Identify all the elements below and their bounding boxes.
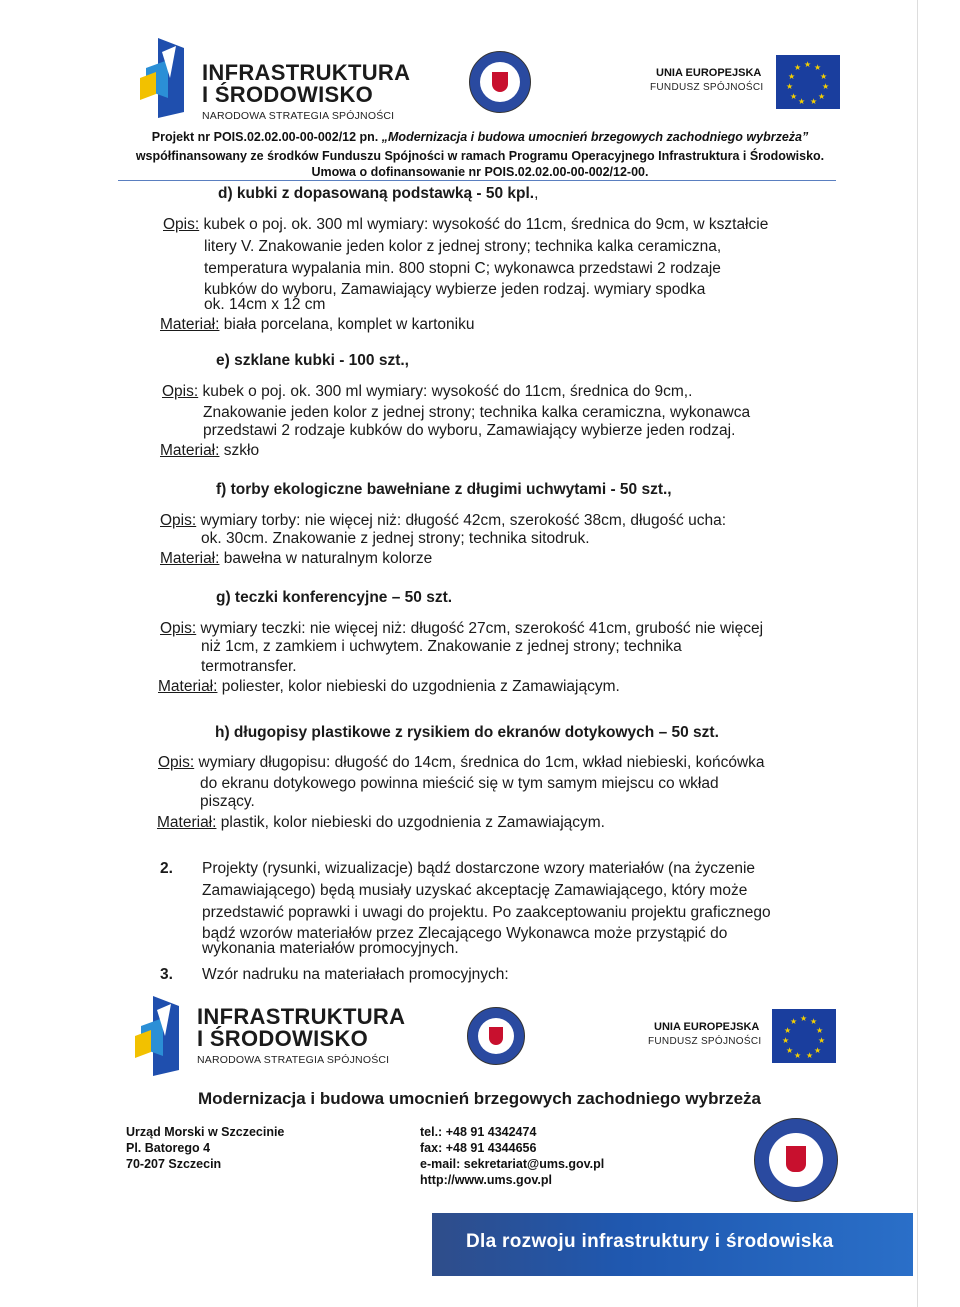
contact-tel: tel.: +48 91 4342474: [420, 1125, 537, 1139]
header-rule: [118, 180, 836, 181]
slogan-banner: [432, 1213, 913, 1276]
eu-subtitle: FUNDUSZ SPÓJNOŚCI: [650, 82, 764, 93]
page-edge-line: [917, 0, 918, 1307]
point-2-line-4: bądź wzorów materiałów przez Zlecającego Wykonawca może przystąpić do: [202, 925, 728, 942]
point-2-line-3: przedstawić poprawki i uwagi do projektu. Po zaakceptowaniu projektu graficznego: [202, 904, 771, 921]
point-2-line-1: Projekty (rysunki, wizualizacje) bądź dostarczone wzory materiałów (na życzenie: [202, 860, 756, 877]
item-d-opis-4: kubków do wyboru, Zamawiający wybierze jeden rodzaj. wymiary spodka: [204, 281, 706, 298]
item-h-material: Materiał: plastik, kolor niebieski do uzgodnienia z Zamawiającym.: [157, 814, 605, 831]
slogan-text: Dla rozwoju infrastruktury i środowiska: [466, 1231, 834, 1252]
item-d-opis-3: temperatura wypalania min. 800 stopni C; wykonawca przedstawi 2 rodzaje: [204, 260, 721, 277]
item-d-opis-1: Opis: kubek o poj. ok. 300 ml wymiary: wysokość do 11cm, średnica do 9cm, w kształcie: [163, 216, 769, 233]
item-h-opis-1: Opis: wymiary długopisu: długość do 14cm, średnica do 1cm, wkład niebieski, końcówka: [158, 754, 765, 771]
sample-eu-flag-icon: ★ ★ ★ ★ ★ ★ ★ ★ ★ ★ ★: [772, 1009, 836, 1063]
item-e-opis-2: Znakowanie jeden kolor z jednej strony; technika kalka ceramiczna, wykonawca: [203, 404, 751, 421]
item-e-opis-1: Opis: kubek o poj. ok. 300 ml wymiary: wysokość do 11cm, średnica do 9cm,.: [162, 383, 693, 400]
point-2-line-2: Zamawiającego) będą musiały uzyskać akceptację Zamawiającego, który może: [202, 882, 748, 899]
infrastruktura-logo: [140, 38, 411, 122]
logo-title-2: I ŚRODOWISKO: [202, 82, 374, 107]
item-g-opis-2: niż 1cm, z zamkiem i uchwytem. Znakowanie z jednej strony; technika: [201, 638, 682, 655]
eu-title: UNIA EUROPEJSKA: [656, 67, 762, 79]
point-2-number: 2.: [160, 860, 173, 877]
logo-title-1: INFRASTRUKTURA: [202, 60, 411, 85]
address-line-1: Urząd Morski w Szczecinie: [126, 1125, 285, 1139]
item-h-opis-2: do ekranu dotykowego powinna mieścić się w tym samym miejscu co wkład: [200, 775, 719, 792]
sample-logo-title-2: I ŚRODOWISKO: [197, 1026, 369, 1051]
item-g-opis-3: termotransfer.: [201, 658, 297, 675]
item-f-opis-2: ok. 30cm. Znakowanie z jednej strony; technika sitodruk.: [201, 530, 590, 547]
sample-contact: [420, 1124, 604, 1188]
urzad-morski-emblem-icon: [469, 51, 531, 113]
item-d-title: d) kubki z dopasowaną podstawką - 50 kpl.,: [218, 185, 539, 202]
project-line-2: współfinansowany ze środków Funduszu Spójności w ramach Programu Operacyjnego Infrastruktura i Środowisko.: [135, 149, 825, 163]
sample-eu-subtitle: FUNDUSZ SPÓJNOŚCI: [648, 1036, 762, 1047]
point-3-line-1: Wzór nadruku na materiałach promocyjnych:: [202, 966, 509, 983]
address-line-2: Pl. Batorego 4: [126, 1141, 211, 1155]
infrastruktura-emblem-icon: [140, 38, 194, 118]
item-e-title: e) szklane kubki - 100 szt.,: [216, 352, 409, 369]
logo-subtitle: NARODOWA STRATEGIA SPÓJNOŚCI: [202, 110, 395, 122]
item-h-title: h) długopisy plastikowe z rysikiem do ekranów dotykowych – 50 szt.: [215, 724, 719, 741]
item-f-opis-1: Opis: wymiary torby: nie więcej niż: długość 42cm, szerokość 38cm, długość ucha:: [160, 512, 726, 529]
item-d-opis-5: ok. 14cm x 12 cm: [204, 296, 326, 313]
sample-logo-title-1: INFRASTRUKTURA: [197, 1004, 406, 1029]
item-e-opis-3: przedstawi 2 rodzaje kubków do wyboru, Zamawiający wybierze jeden rodzaj.: [203, 422, 736, 439]
point-2-line-5: wykonania materiałów promocyjnych.: [202, 940, 459, 957]
sample-eu-logo: [648, 1009, 838, 1064]
contact-fax: fax: +48 91 4344656: [420, 1141, 537, 1155]
item-g-material: Materiał: poliester, kolor niebieski do uzgodnienia z Zamawiającym.: [158, 678, 620, 695]
item-e-material: Materiał: szkło: [160, 442, 260, 459]
sample-infrastruktura-logo: [135, 996, 406, 1076]
sample-address: [126, 1124, 284, 1172]
item-g-title: g) teczki konferencyjne – 50 szt.: [216, 589, 453, 606]
item-d-material: Materiał: biała porcelana, komplet w kartoniku: [160, 316, 475, 333]
eu-flag-icon: ★ ★ ★ ★ ★ ★ ★ ★ ★ ★ ★: [776, 55, 840, 109]
sample-infrastruktura-emblem-icon: [135, 996, 189, 1076]
contact-www: http://www.ums.gov.pl: [420, 1173, 552, 1187]
point-3-number: 3.: [160, 966, 173, 983]
item-h-opis-3: piszący.: [200, 793, 255, 810]
contact-email: e-mail: sekretariat@ums.gov.pl: [420, 1157, 605, 1171]
project-line-1: Projekt nr POIS.02.02.00-00-002/12 pn. „Modernizacja i budowa umocnień brzegowych zachodniego wybrzeża”: [151, 130, 809, 144]
address-line-3: 70-207 Szczecin: [126, 1157, 222, 1171]
item-f-material: Materiał: bawełna w naturalnym kolorze: [160, 550, 433, 567]
item-d-opis-2: litery V. Znakowanie jeden kolor z jednej strony; technika kalka ceramiczna,: [204, 238, 722, 255]
sample-logo-subtitle: NARODOWA STRATEGIA SPÓJNOŚCI: [197, 1054, 390, 1066]
sample-urzad-morski-emblem-icon: [467, 1007, 525, 1065]
item-f-title: f) torby ekologiczne bawełniane z długimi uchwytami - 50 szt.,: [216, 481, 672, 498]
footer-urzad-morski-emblem-icon: [754, 1118, 838, 1202]
sample-eu-title: UNIA EUROPEJSKA: [654, 1021, 760, 1033]
eu-logo: [650, 55, 840, 110]
sample-project-title: Modernizacja i budowa umocnień brzegowych zachodniego wybrzeża: [198, 1089, 761, 1108]
project-line-3: Umowa o dofinansowanie nr POIS.02.02.00-00-002/12-00.: [311, 165, 649, 179]
item-g-opis-1: Opis: wymiary teczki: nie więcej niż: długość 27cm, szerokość 41cm, grubość nie więcej: [160, 620, 764, 637]
